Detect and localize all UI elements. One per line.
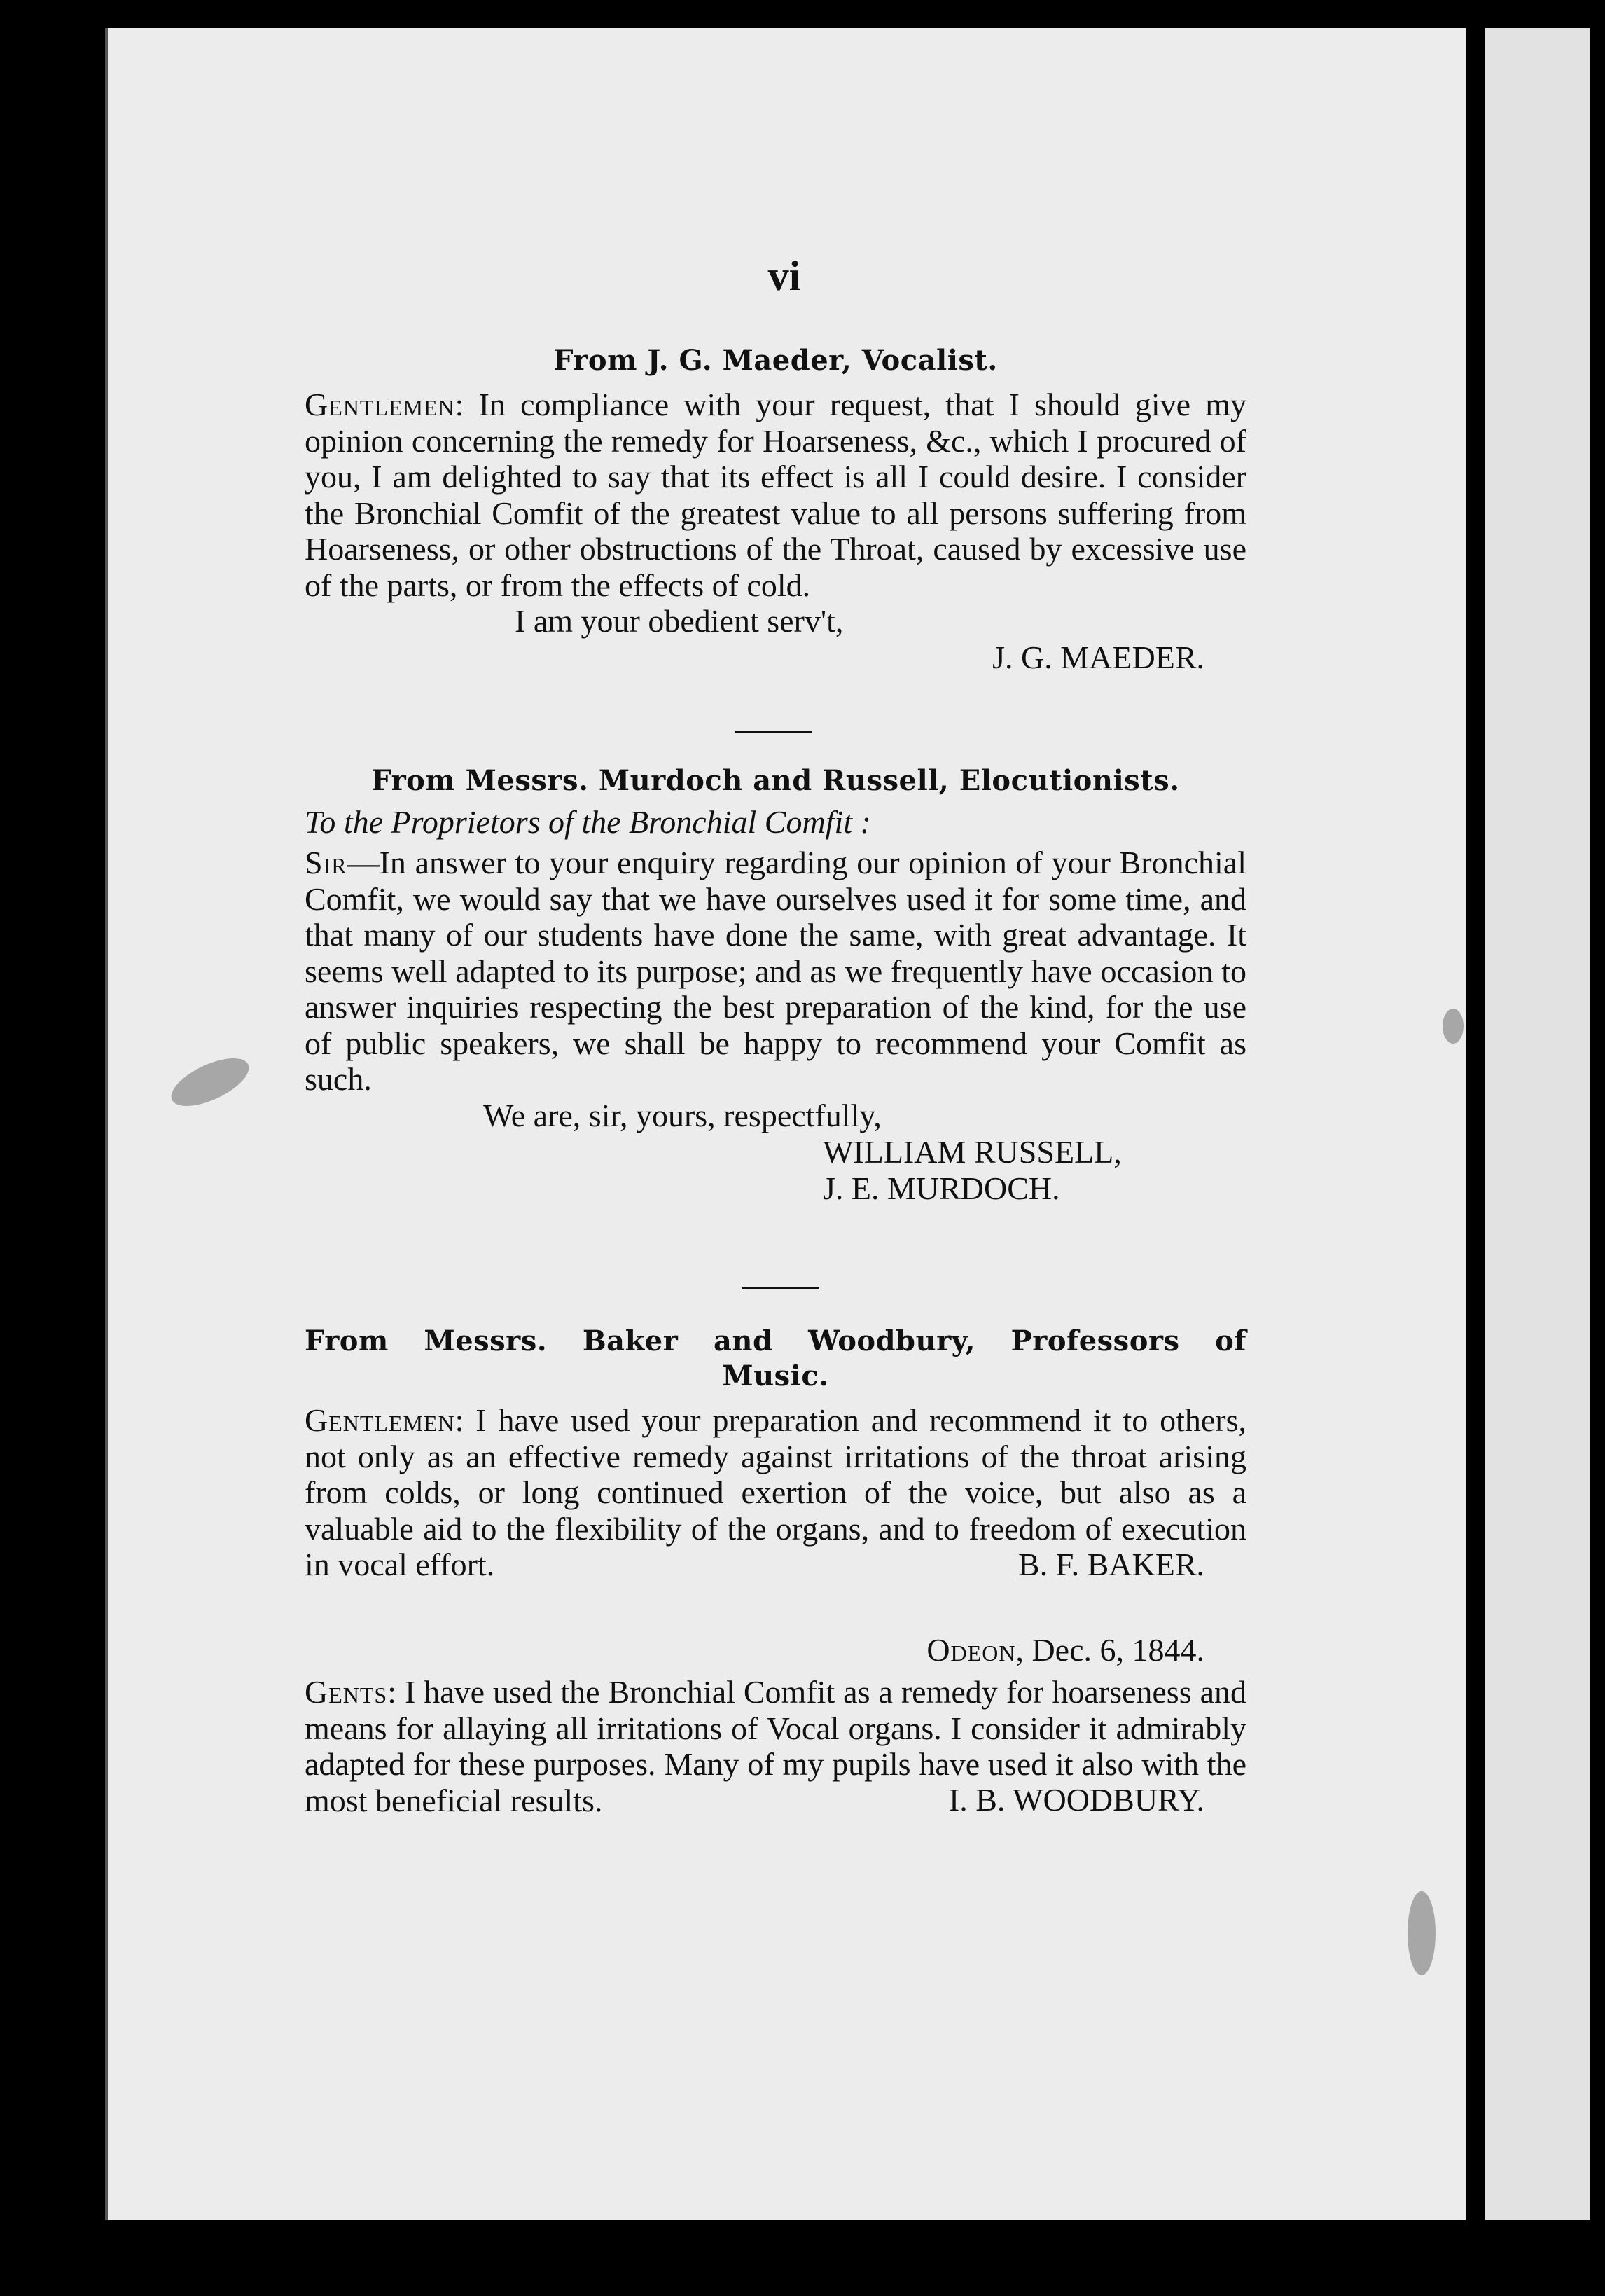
letter-murdoch-russell xyxy=(305,763,1246,1207)
letter-baker xyxy=(305,1324,1246,1583)
letter-dateline xyxy=(305,1632,1246,1668)
letter-signature: B. F. BAKER. xyxy=(1018,1546,1204,1582)
dateline-date: , Dec. 6, 1844. xyxy=(1015,1632,1204,1668)
letter-body: Sir—In answer to your enquiry regarding our opinion of your Bronchial Comfit, we would say that we have ourselves used it for some time, and that many of our students have done the same, with great advantage. It seems well adapted to its purpose; and as we frequently have occasion to answer inquiries respecting the best preparation of the kind, for the use of public speakers, we shall be happy to recommend your Comfit as such. xyxy=(305,845,1246,1097)
letter-closing: We are, sir, yours, respectfully, xyxy=(483,1097,882,1133)
letter-signature: J. G. MAEDER. xyxy=(992,639,1204,675)
ink-smudge xyxy=(1443,1009,1464,1044)
salutation-lead: Sir xyxy=(305,845,347,880)
page-number: vi xyxy=(767,253,801,299)
letter-closing: I am your obedient serv't, xyxy=(515,603,844,639)
letter-heading: From Messrs. Murdoch and Russell, Elocutionists. xyxy=(371,764,1180,797)
letter-body: Gents: I have used the Bronchial Comfit as a remedy for hoarseness and means for allaying all irritations of Vocal organs. I consider it admirably adapted for these purposes. Many of my pupils have used it also with the most beneficial results. xyxy=(305,1674,1246,1818)
letter-maeder xyxy=(305,343,1246,676)
letter-salutation: To the Proprietors of the Bronchial Comfit : xyxy=(305,804,871,840)
letter-heading-continued: Music. xyxy=(722,1360,829,1392)
letter-signature: J. E. MURDOCH. xyxy=(823,1170,1060,1206)
ink-smudge xyxy=(1408,1891,1436,1975)
letter-signature: I. B. WOODBURY. xyxy=(948,1782,1204,1818)
letter-signature: WILLIAM RUSSELL, xyxy=(823,1133,1122,1170)
letter-heading: From Messrs. Baker and Woodbury, Professors of xyxy=(305,1325,1246,1357)
letter-body: Gentlemen: In compliance with your request, that I should give my opinion concerning the remedy for Hoarseness, &c., which I procured of you, I am delighted to say that its effect is all I could desire. I consider the Bronchial Comfit of the greatest value to all persons suffering from Hoarseness, or other obstructions of the Throat, caused by excessive use of the parts, or from the effects of cold. xyxy=(305,387,1246,603)
section-divider xyxy=(735,731,812,733)
letter-heading: From J. G. Maeder, Vocalist. xyxy=(553,344,998,377)
salutation-lead: Gents xyxy=(305,1674,388,1710)
salutation-lead: Gentlemen xyxy=(305,387,455,422)
letter-body: Gentlemen: I have used your preparation and recommend it to others, not only as an effective remedy against irritations of the throat arising from colds, or long continued exertion of the voice, but also as a valuable aid to the flexibility of the organs, and to freedom of execution in vocal effort. xyxy=(305,1402,1246,1582)
salutation-lead: Gentlemen xyxy=(305,1402,455,1438)
dateline-place: Odeon xyxy=(926,1632,1016,1668)
section-divider xyxy=(742,1287,819,1289)
facing-page-edge xyxy=(1485,28,1590,2220)
letter-woodbury xyxy=(305,1632,1246,1818)
